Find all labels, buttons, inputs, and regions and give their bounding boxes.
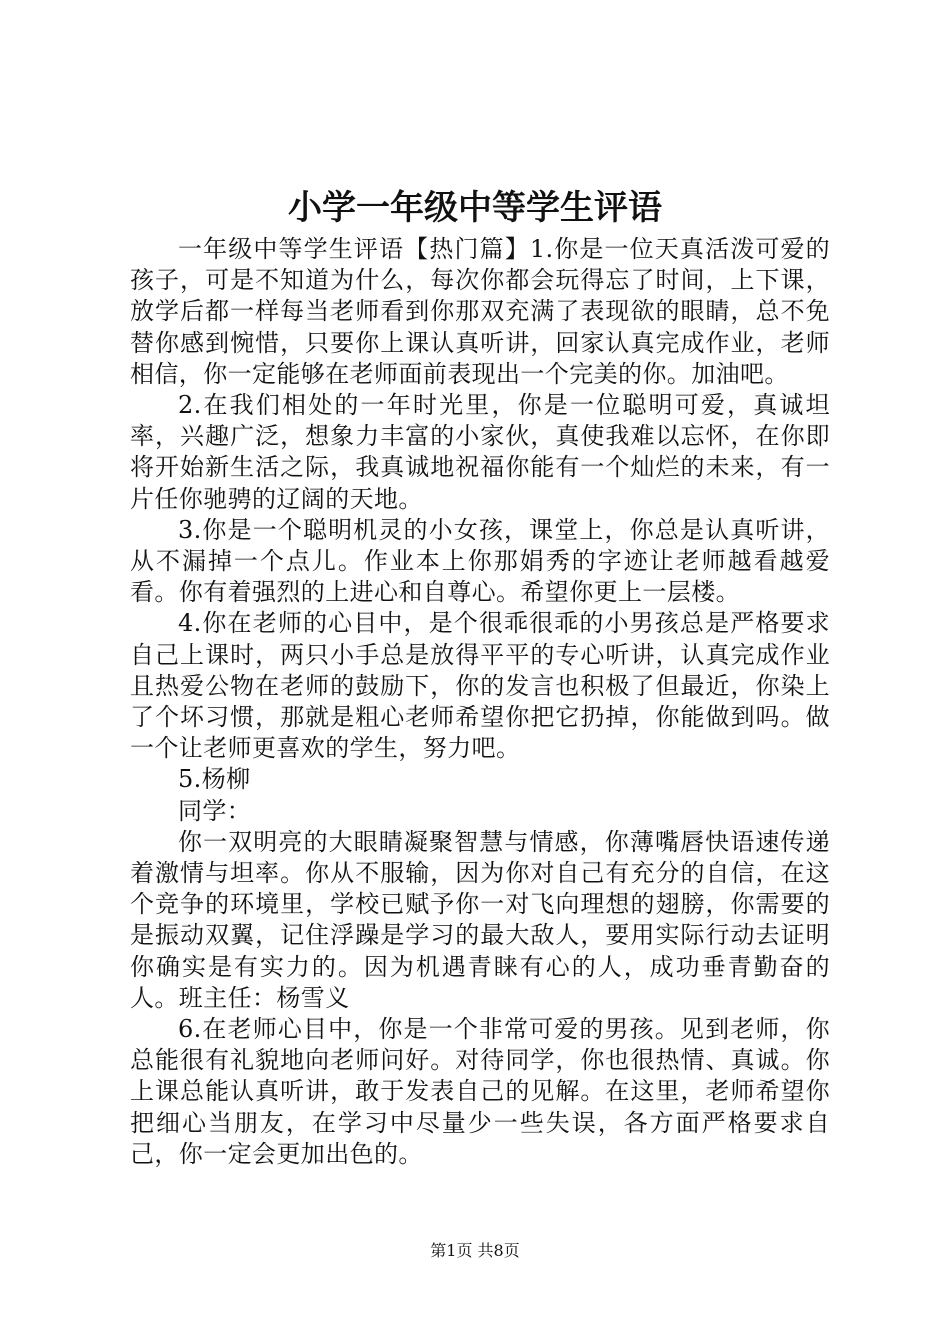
paragraph-2: 2.在我们相处的一年时光里，你是一位聪明可爱，真诚坦率，兴趣广泛，想象力丰富的小家伙，真使我难以忘怀，在你即将开始新生活之际，我真诚地祝福你能有一个灿烂的未来，有一片任你驰骋的辽阔的天地。 bbox=[130, 391, 830, 513]
paragraph-1: 一年级中等学生评语【热门篇】1.你是一位天真活泼可爱的孩子，可是不知道为什么，每次你都会玩得忘了时间，上下课，放学后都一样每当老师看到你那双充满了表现欲的眼睛，总不免替你感到惋惜，只要你上课认真听讲，回家认真完成作业，老师相信，你一定能够在老师面前表现出一个完美的你。加油吧。 bbox=[130, 235, 830, 388]
document-title: 小学一年级中等学生评语 bbox=[288, 188, 662, 228]
paragraph-4: 4.你在老师的心目中，是个很乖很乖的小男孩总是严格要求自己上课时，两只小手总是放得平平的专心听讲，认真完成作业且热爱公物在老师的鼓励下，你的发言也积极了但最近，你染上了个坏习惯，那就是粗心老师希望你把它扔掉，你能做到吗。做一个让老师更喜欢的学生，努力吧。 bbox=[130, 609, 830, 763]
document-body bbox=[130, 234, 830, 1170]
paragraph-5-body: 你一双明亮的大眼睛凝聚智慧与情感，你薄嘴唇快语速传递着激情与坦率。你从不服输，因为你对自己有充分的自信，在这个竞争的环境里，学校已赋予你一对飞向理想的翅膀，你需要的是振动双翼，记住浮躁是学习的最大敌人，要用实际行动去证明你确实是有实力的。因为机遇青睐有心的人，成功垂青勤奋的人。班主任：杨雪义 bbox=[130, 827, 830, 1012]
paragraph-salutation: 同学： bbox=[178, 796, 252, 825]
page-footer: 第1页 共8页 bbox=[430, 1241, 520, 1260]
paragraph-5-heading: 5.杨柳 bbox=[178, 765, 251, 794]
paragraph-3: 3.你是一个聪明机灵的小女孩，课堂上，你总是认真听讲，从不漏掉一个点儿。作业本上你那娟秀的字迹让老师越看越爱看。你有着强烈的上进心和自尊心。希望你更上一层楼。 bbox=[130, 515, 830, 607]
paragraph-6: 6.在老师心目中，你是一个非常可爱的男孩。见到老师，你总能很有礼貌地向老师问好。对待同学，你也很热情、真诚。你上课总能认真听讲，敢于发表自己的见解。在这里，老师希望你把细心当朋友，在学习中尽量少一些失误，各方面严格要求自己，你一定会更加出色的。 bbox=[130, 1015, 830, 1168]
